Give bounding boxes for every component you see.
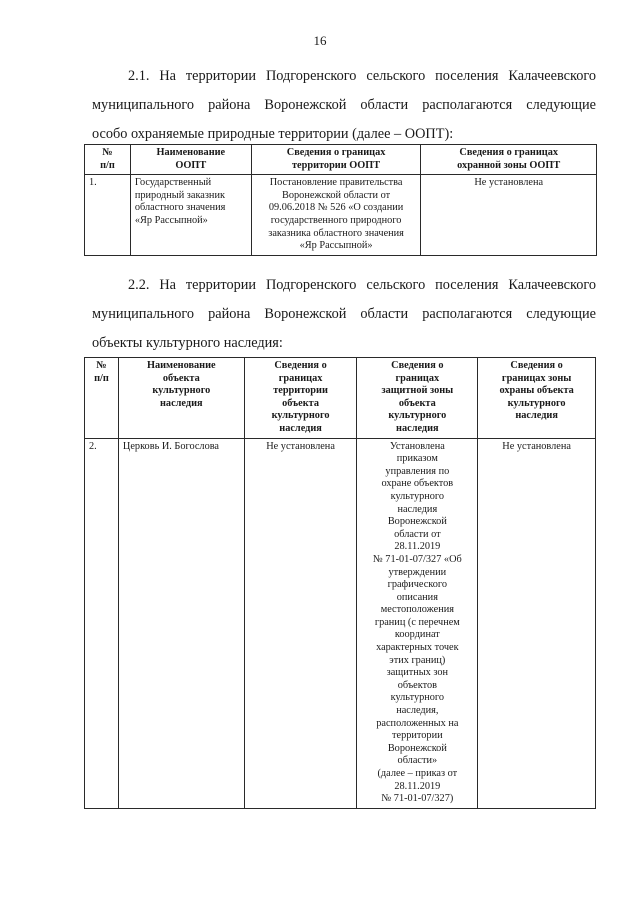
row-number: 1. <box>85 175 131 256</box>
guard-zone-cell: Не установлена <box>478 438 596 808</box>
section-2-2-paragraph <box>92 271 596 358</box>
paragraph-line: особо охраняемые природные территории (далее – ООПТ): <box>92 126 454 142</box>
guard-zone-cell: Не установлена <box>421 175 597 256</box>
header-territory-boundary: Сведения о границах территории объекта культурного наследия <box>244 358 357 439</box>
header-guard-zone-boundary: Сведения о границах охранной зоны ООПТ <box>421 145 597 175</box>
oopt-name-cell: Государственный природный заказник областного значения «Яр Рассыпной» <box>130 175 251 256</box>
protective-zone-cell: Установлена приказом управления по охране объектов культурного наследия Воронежской области от 28.11.2019 № 71-01-07/327 «Об утверждении графического описания местоположения границ (с перечнем координат характерных точек этих границ) защитных зон объектов культурного наследия, расположенных на территории Воронежской области» (далее – приказ от 28.11.2019 № 71-01-07/327) <box>357 438 478 808</box>
header-number: № п/п <box>85 358 119 439</box>
object-name-cell: Церковь И. Богослова <box>118 438 244 808</box>
paragraph-line: 2.1. На территории Подгоренского сельского поселения Калачеевского <box>128 68 596 84</box>
table-row <box>85 175 597 256</box>
territory-boundary-cell: Не установлена <box>244 438 357 808</box>
header-object-name: Наименование объекта культурного наследия <box>118 358 244 439</box>
heritage-objects-table <box>84 357 596 809</box>
header-guard-zone-boundary: Сведения о границах зоны охраны объекта культурного наследия <box>478 358 596 439</box>
header-protective-zone-boundary: Сведения о границах защитной зоны объекта культурного наследия <box>357 358 478 439</box>
paragraph-line: муниципального района Воронежской области располагаются следующие <box>92 306 596 322</box>
table-row <box>85 438 596 808</box>
header-territory-boundary: Сведения о границах территории ООПТ <box>251 145 421 175</box>
oopt-table <box>84 144 597 256</box>
row-number: 2. <box>85 438 119 808</box>
section-2-1-paragraph <box>92 62 596 149</box>
paragraph-line: объекты культурного наследия: <box>92 335 283 351</box>
paragraph-line: 2.2. На территории Подгоренского сельского поселения Калачеевского <box>128 277 596 293</box>
paragraph-line: муниципального района Воронежской области располагаются следующие <box>92 97 596 113</box>
table-header-row <box>85 145 597 175</box>
table-header-row <box>85 358 596 439</box>
page-number: 16 <box>313 33 327 48</box>
header-oopt-name: Наименование ООПТ <box>130 145 251 175</box>
territory-boundary-cell: Постановление правительства Воронежской области от 09.06.2018 № 526 «О создании государственного природного заказника областного значения «Яр Рассыпной» <box>251 175 421 256</box>
header-number: № п/п <box>85 145 131 175</box>
